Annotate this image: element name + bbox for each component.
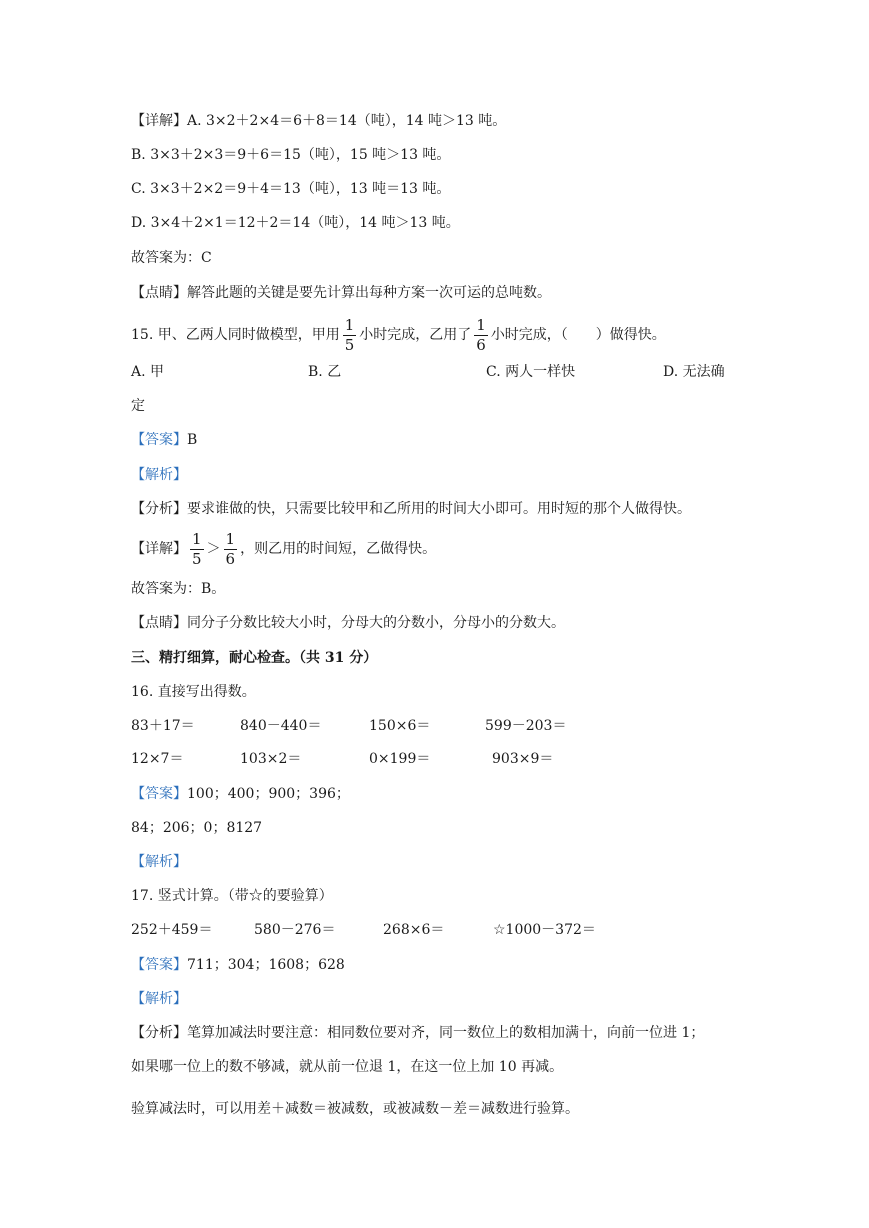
q16-answer-line — [131, 785, 350, 803]
frac-num: 1 — [476, 315, 486, 334]
q17-fenxi-line-2: 如果哪一位上的数不够减，就从前一位退 1，在这一位上加 10 再减。 — [131, 1059, 564, 1075]
frac-num: 1 — [225, 529, 236, 548]
dianjing-tag: 【点睛】 — [131, 615, 187, 631]
q15-prefix: 15. 甲、乙两人同时做模型，甲用 — [131, 327, 340, 343]
calc-item: 83＋17＝ — [131, 718, 195, 734]
calc-item: 599－203＝ — [485, 718, 567, 734]
q15-dianjing-line — [131, 614, 565, 632]
option-a: A. 甲 — [131, 364, 165, 380]
section-3-title: 三、精打细算，耐心检查。（共 31 分） — [131, 650, 378, 666]
q17-answer-line — [131, 956, 345, 974]
analysis-tag: 【解析】 — [131, 854, 187, 870]
answer-tag: 【答案】 — [131, 957, 187, 973]
detail-text: ，则乙用的时间短，乙做得快。 — [240, 541, 437, 557]
frac-den: 6 — [476, 335, 486, 354]
frac-den: 6 — [225, 549, 236, 568]
calc-item: 12×7＝ — [131, 751, 184, 767]
answer-value: B — [187, 432, 198, 448]
detail-line-a — [131, 112, 506, 130]
answer-value: 711；304；1608；628 — [187, 957, 345, 973]
q15-answer-line — [131, 431, 197, 449]
q16-answer-line-2: 84；206；0；8127 — [131, 820, 263, 836]
fenxi-tag: 【分析】 — [131, 1025, 187, 1041]
fraction-1-5 — [190, 529, 204, 568]
detail-text: A. 3×2＋2×4＝6＋8＝14（吨），14 吨＞13 吨。 — [187, 113, 507, 129]
dianjing-text: 同分子分数比较大小时，分母大的分数小，分母小的分数大。 — [187, 615, 565, 631]
fraction-1-6 — [474, 315, 488, 354]
question-15 — [131, 314, 666, 356]
analysis-tag: 【解析】 — [131, 467, 187, 483]
detail-line-d: D. 3×4＋2×1＝12＋2＝14（吨），14 吨＞13 吨。 — [131, 215, 460, 231]
q15-conclusion: 故答案为：B。 — [131, 581, 226, 597]
option-c: C. 两人一样快 — [486, 364, 576, 380]
calc-item: 103×2＝ — [240, 751, 302, 767]
fraction-1-5 — [343, 315, 357, 354]
fenxi-text: 要求谁做的快，只需要比较甲和乙所用的时间大小即可。用时短的那个人做得快。 — [187, 501, 691, 517]
answer-tag: 【答案】 — [131, 432, 187, 448]
question-16: 16. 直接写出得数。 — [131, 684, 256, 700]
frac-den: 5 — [344, 335, 355, 354]
fenxi-tag: 【分析】 — [131, 501, 187, 517]
calc-item: ☆1000－372＝ — [493, 922, 596, 938]
q15-fenxi-line — [131, 500, 691, 518]
option-b: B. 乙 — [308, 364, 342, 380]
calc-item: 580－276＝ — [254, 922, 336, 938]
dianjing-tag: 【点睛】 — [131, 285, 187, 301]
frac-num: 1 — [344, 315, 355, 334]
question-17: 17. 竖式计算。（带☆的要验算） — [131, 888, 333, 904]
greater-than: ＞ — [206, 541, 221, 557]
calc-item: 150×6＝ — [369, 718, 431, 734]
answer-value: 100；400；900；396； — [187, 786, 350, 802]
q15-suffix: 小时完成，（ ）做得快。 — [490, 327, 666, 343]
calc-item: 268×6＝ — [383, 922, 445, 938]
detail-tag: 【详解】 — [131, 113, 187, 129]
detail-tag: 【详解】 — [131, 541, 187, 557]
fenxi-text: 笔算加减法时要注意：相同数位要对齐，同一数位上的数相加满十，向前一位进 1； — [187, 1025, 705, 1041]
dianjing-text: 解答此题的关键是要先计算出每种方案一次可运的总吨数。 — [187, 285, 551, 301]
answer-conclusion: 故答案为：C — [131, 250, 212, 266]
q17-fenxi-line-3: 验算减法时，可以用差＋减数＝被减数，或被减数－差＝减数进行验算。 — [131, 1101, 579, 1117]
calc-item: 252＋459＝ — [131, 922, 213, 938]
q15-middle: 小时完成，乙用了 — [359, 327, 472, 343]
q17-fenxi-line — [131, 1024, 704, 1042]
answer-tag: 【答案】 — [131, 786, 187, 802]
calc-item: 0×199＝ — [369, 751, 431, 767]
calc-item: 840－440＝ — [240, 718, 322, 734]
fraction-1-6 — [224, 529, 238, 568]
option-d: D. 无法确 — [663, 364, 725, 380]
detail-line-b: B. 3×3＋2×3＝9＋6＝15（吨），15 吨＞13 吨。 — [131, 147, 451, 163]
frac-num: 1 — [192, 529, 202, 548]
dianjing-line — [131, 284, 551, 302]
detail-line-c: C. 3×3＋2×2＝9＋4＝13（吨），13 吨＝13 吨。 — [131, 181, 451, 197]
frac-den: 5 — [192, 549, 202, 568]
calc-item: 903×9＝ — [492, 751, 554, 767]
q15-detail-line — [131, 528, 436, 570]
analysis-tag: 【解析】 — [131, 991, 187, 1007]
option-d-wrap: 定 — [131, 398, 145, 414]
